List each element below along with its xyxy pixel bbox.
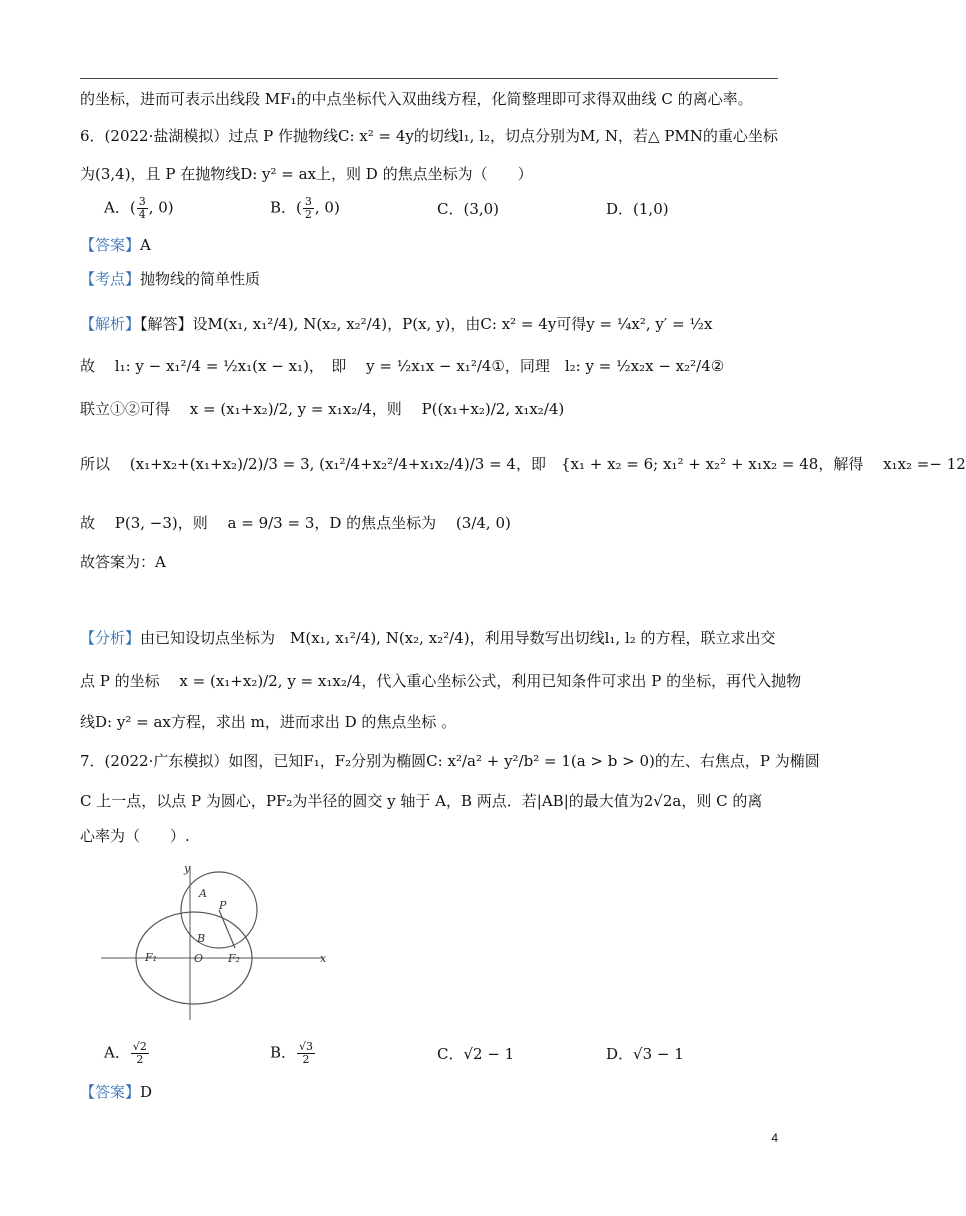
q6-analysis-1: 【分析】由已知设切点坐标为 M(x₁, x₁²/4), N(x₂, x₂²/4)，利用导数写出切线l₁, l₂ 的方程，联立求出交 xyxy=(80,629,776,647)
question-7-stem-cont2: 心率为（ ）. xyxy=(80,827,190,845)
question-6-stem: 6．(2022·盐湖模拟）过点 P 作抛物线C: x² = 4y的切线l₁, l₂，切点分别为M, N，若△ PMN的重心坐标 xyxy=(80,127,778,145)
q7-option-a: A． $\frac{√2}{2}$ xyxy=(104,1040,147,1066)
label-f2: F₂ xyxy=(228,952,241,965)
segment-pf2 xyxy=(219,910,235,948)
q7-answer: 【答案】D xyxy=(80,1083,153,1101)
q6-option-d: D．(1,0) xyxy=(606,200,669,218)
label-x: x xyxy=(320,952,327,965)
q6-conclusion: 故答案为：A xyxy=(80,553,166,571)
label-a: A xyxy=(199,887,207,900)
ellipse-circle-diagram xyxy=(98,858,338,1024)
q6-solution-3: 联立①②可得 x = (x₁+x₂)/2, y = x₁x₂/4，则 P((x₁+x₂)/2, x₁x₂/4) xyxy=(80,400,565,418)
page-number: 4 xyxy=(771,1131,778,1145)
label-y: y xyxy=(184,862,191,875)
header-rule xyxy=(80,78,778,79)
q6-solution-4: 所以 (x₁+x₂+(x₁+x₂)/2)/3 = 3, (x₁²/4+x₂²/4+x₁x₂/4)/3 = 4，即 {x₁ + x₂ = 6; x₁² + x₂² + x₁x₂ = 48，解得 x₁x₂ =− 12 xyxy=(80,455,966,473)
text-line: 的坐标，进而可表示出线段 MF₁的中点坐标代入双曲线方程，化简整理即可求得双曲线 C 的离心率。 xyxy=(80,90,753,108)
question-7-stem: 7．(2022·广东模拟）如图，已知F₁，F₂分别为椭圆C: x²/a² + y²/b² = 1(a > b > 0)的左、右焦点，P 为椭圆 xyxy=(80,752,820,770)
q6-option-b: B．( $\frac{3}{2}$ , 0) xyxy=(270,195,340,221)
q6-topic: 【考点】抛物线的简单性质 xyxy=(80,270,261,288)
label-b: B xyxy=(197,932,206,945)
q6-solution-2: 故 l₁: y − x₁²/4 = ½x₁(x − x₁)， 即 y = ½x₁x − x₁²/4①，同理 l₂: y = ½x₂x − x₂²/4② xyxy=(80,357,725,375)
q6-analysis-2: 点 P 的坐标 x = (x₁+x₂)/2, y = x₁x₂/4，代入重心坐标公式，利用已知条件可求出 P 的坐标，再代入抛物 xyxy=(80,672,802,690)
q6-solution-5: 故 P(3, −3)，则 a = 9/3 = 3，D 的焦点坐标为 (3/4, 0) xyxy=(80,514,511,532)
label-o: O xyxy=(194,952,204,965)
q6-answer: 【答案】A xyxy=(80,236,151,254)
q6-solution-1: 【解析】【解答】设M(x₁, x₁²/4), N(x₂, x₂²/4)，P(x, y)，由C: x² = 4y可得y = ¼x², y′ = ½x xyxy=(80,315,713,333)
question-7-stem-cont: C 上一点，以点 P 为圆心，PF₂为半径的圆交 y 轴于 A，B 两点．若|AB|的最大值为2√2a，则 C 的离 xyxy=(80,792,763,810)
label-f1: F₁ xyxy=(145,951,158,964)
q6-option-c: C．(3,0) xyxy=(437,200,500,218)
q7-option-d: D．√3 − 1 xyxy=(606,1045,684,1063)
question-6-stem-cont: 为(3,4)，且 P 在抛物线D: y² = ax上，则 D 的焦点坐标为（ ） xyxy=(80,165,533,183)
label-p: P xyxy=(219,899,227,912)
q7-option-c: C．√2 − 1 xyxy=(437,1045,515,1063)
q6-option-a: A．( $\frac{3}{4}$ , 0) xyxy=(104,195,174,221)
q7-option-b: B． $\frac{√3}{2}$ xyxy=(270,1040,314,1066)
q6-analysis-3: 线D: y² = ax方程，求出 m，进而求出 D 的焦点坐标 。 xyxy=(80,713,457,731)
